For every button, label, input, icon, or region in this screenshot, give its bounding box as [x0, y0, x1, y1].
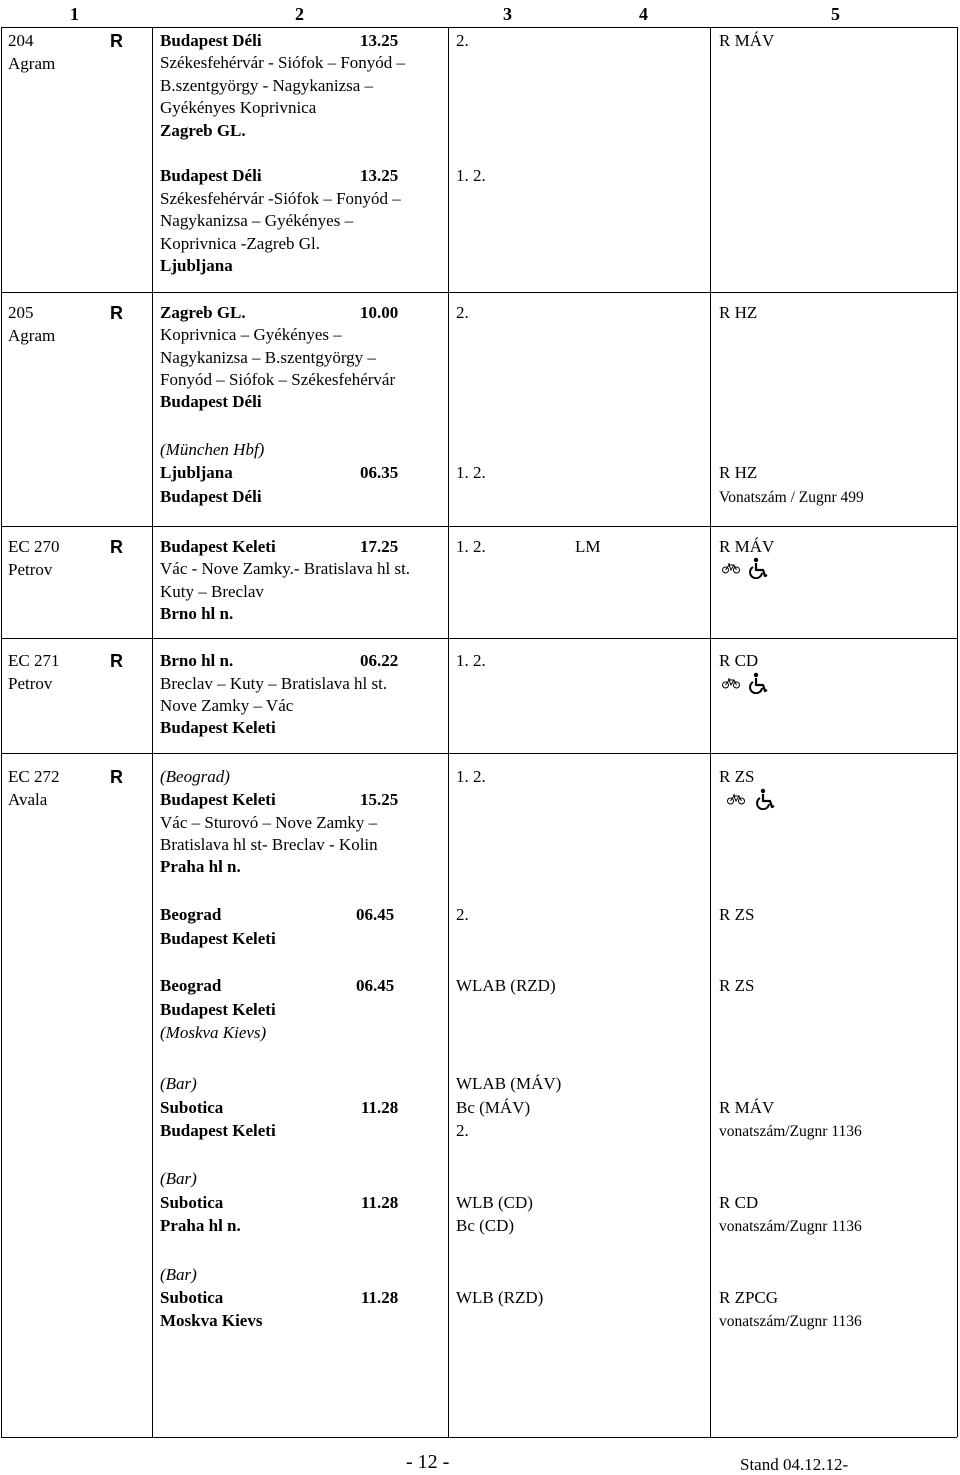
operator: R MÁV — [719, 31, 775, 50]
operator: R HZ — [719, 463, 758, 482]
train-number-note: Vonatszám / Zugnr 499 — [719, 489, 864, 506]
route-destination: Moskva Kievs — [160, 1311, 263, 1330]
operator: R CD — [719, 1193, 759, 1212]
class-info: 1. 2. — [456, 537, 486, 556]
wheelchair-icon — [756, 788, 776, 810]
train-name: Agram — [8, 54, 56, 73]
operator: R MÁV — [719, 537, 775, 556]
grid-line-col-3 — [448, 27, 449, 1437]
class-info: 1. 2. — [456, 166, 486, 185]
reservation-mark: R — [110, 31, 123, 51]
wheelchair-icon — [749, 672, 769, 694]
class-info: 1. 2. — [456, 463, 486, 482]
route-line: Székesfehérvár -Siófok – Fonyód – — [160, 189, 401, 208]
route-station: Budapest Déli — [160, 31, 262, 50]
coach-info: Bc (MÁV) — [456, 1098, 531, 1117]
train-number: EC 270 — [8, 537, 60, 556]
service-code: LM — [575, 537, 601, 556]
reservation-mark: R — [110, 303, 123, 323]
route-destination: Ljubljana — [160, 256, 233, 275]
route-line: Székesfehérvár - Siófok – Fonyód – — [160, 53, 406, 72]
route-station: Zagreb GL. — [160, 303, 246, 322]
route-destination: Budapest Keleti — [160, 1121, 276, 1140]
route-station: Beograd — [160, 976, 222, 995]
grid-line-row-1 — [1, 292, 957, 293]
grid-line-right — [957, 27, 958, 1437]
grid-line-col-5 — [710, 27, 711, 1437]
route-line: Fonyód – Siófok – Székesfehérvár — [160, 370, 396, 389]
route-origin-note: (München Hbf) — [160, 440, 265, 459]
route-line: Breclav – Kuty – Bratislava hl st. — [160, 674, 388, 693]
class-info: 2. — [456, 905, 469, 924]
operator: R HZ — [719, 303, 758, 322]
route-station: Ljubljana — [160, 463, 233, 482]
reservation-mark: R — [110, 767, 123, 787]
departure-time: 11.28 — [361, 1288, 399, 1307]
route-line: Koprivnica – Gyékényes – — [160, 325, 342, 344]
stand-date: Stand 04.12.12- — [740, 1455, 849, 1474]
bicycle-icon — [722, 678, 740, 689]
route-line: Koprivnica -Zagreb Gl. — [160, 234, 321, 253]
route-destination: Praha hl n. — [160, 1216, 241, 1235]
departure-time: 06.35 — [360, 463, 399, 482]
grid-line-left — [1, 27, 2, 1437]
train-name: Avala — [8, 790, 48, 809]
class-info: 2. — [456, 303, 469, 322]
reservation-mark: R — [110, 537, 123, 557]
route-line: Gyékényes Koprivnica — [160, 98, 317, 117]
route-station: Budapest Keleti — [160, 790, 276, 809]
route-destination: Budapest Keleti — [160, 929, 276, 948]
train-number-note: vonatszám/Zugnr 1136 — [719, 1123, 862, 1140]
grid-line-row-3 — [1, 638, 957, 639]
operator: R ZPCG — [719, 1288, 779, 1307]
operator: R CD — [719, 651, 759, 670]
route-origin-note: (Beograd) — [160, 767, 230, 786]
grid-line-row-4 — [1, 753, 957, 754]
route-origin-note: (Bar) — [160, 1074, 197, 1093]
column-header-4: 4 — [639, 4, 648, 24]
route-origin-note: (Bar) — [160, 1169, 197, 1188]
grid-line-row-2 — [1, 526, 957, 527]
grid-line-header — [1, 27, 957, 28]
train-number-note: vonatszám/Zugnr 1136 — [719, 1313, 862, 1330]
departure-time: 06.45 — [356, 905, 395, 924]
route-line: Bratislava hl st- Breclav - Kolin — [160, 835, 378, 854]
route-station: Subotica — [160, 1098, 224, 1117]
route-station: Budapest Keleti — [160, 537, 276, 556]
operator: R ZS — [719, 976, 755, 995]
route-destination: Budapest Keleti — [160, 1000, 276, 1019]
route-destination: Brno hl n. — [160, 604, 234, 623]
route-line: Kuty – Breclav — [160, 582, 264, 601]
wheelchair-icon — [749, 557, 769, 579]
departure-time: 17.25 — [360, 537, 399, 556]
departure-time: 06.45 — [356, 976, 395, 995]
grid-line-col-2 — [152, 27, 153, 1437]
train-number: 205 — [8, 303, 34, 322]
route-station: Subotica — [160, 1193, 224, 1212]
class-info: 2. — [456, 1121, 469, 1140]
route-through-note: (Moskva Kievs) — [160, 1023, 267, 1042]
grid-line-bottom — [1, 1437, 957, 1438]
bicycle-icon — [727, 794, 745, 805]
train-number: EC 272 — [8, 767, 60, 786]
column-header-1: 1 — [70, 4, 79, 24]
route-line: Nove Zamky – Vác — [160, 696, 294, 715]
class-info: 2. — [456, 31, 469, 50]
operator: R ZS — [719, 905, 755, 924]
coach-info: WLAB (MÁV) — [456, 1074, 562, 1093]
route-line: Vác - Nove Zamky.- Bratislava hl st. — [160, 559, 411, 578]
route-origin-note: (Bar) — [160, 1265, 197, 1284]
route-line: Nagykanizsa – B.szentgyörgy – — [160, 348, 376, 367]
reservation-mark: R — [110, 651, 123, 671]
route-station: Beograd — [160, 905, 222, 924]
route-station: Budapest Déli — [160, 166, 262, 185]
route-destination: Budapest Déli — [160, 392, 262, 411]
coach-info: WLB (CD) — [456, 1193, 533, 1212]
route-line: B.szentgyörgy - Nagykanizsa – — [160, 76, 374, 95]
train-name: Petrov — [8, 560, 53, 579]
train-number-note: vonatszám/Zugnr 1136 — [719, 1218, 862, 1235]
route-station: Brno hl n. — [160, 651, 234, 670]
route-destination: Budapest Déli — [160, 487, 262, 506]
operator: R ZS — [719, 767, 755, 786]
train-name: Agram — [8, 326, 56, 345]
route-destination: Zagreb GL. — [160, 121, 246, 140]
train-name: Petrov — [8, 674, 53, 693]
route-station: Subotica — [160, 1288, 224, 1307]
column-header-5: 5 — [831, 4, 840, 24]
coach-info: WLB (RZD) — [456, 1288, 544, 1307]
departure-time: 11.28 — [361, 1193, 399, 1212]
train-number: EC 271 — [8, 651, 60, 670]
column-header-3: 3 — [503, 4, 512, 24]
departure-time: 13.25 — [360, 31, 399, 50]
page-number: - 12 - — [406, 1451, 450, 1473]
class-info: WLAB (RZD) — [456, 976, 556, 995]
route-destination: Budapest Keleti — [160, 718, 276, 737]
departure-time: 06.22 — [360, 651, 399, 670]
departure-time: 15.25 — [360, 790, 399, 809]
class-info: 1. 2. — [456, 651, 486, 670]
route-destination: Praha hl n. — [160, 857, 241, 876]
column-header-2: 2 — [295, 4, 304, 24]
departure-time: 10.00 — [360, 303, 399, 322]
operator: R MÁV — [719, 1098, 775, 1117]
coach-info: Bc (CD) — [456, 1216, 515, 1235]
departure-time: 11.28 — [361, 1098, 399, 1117]
departure-time: 13.25 — [360, 166, 399, 185]
train-number: 204 — [8, 31, 34, 50]
route-line: Vác – Sturovó – Nove Zamky – — [160, 813, 378, 832]
class-info: 1. 2. — [456, 767, 486, 786]
route-line: Nagykanizsa – Gyékényes – — [160, 211, 354, 230]
bicycle-icon — [722, 563, 740, 574]
